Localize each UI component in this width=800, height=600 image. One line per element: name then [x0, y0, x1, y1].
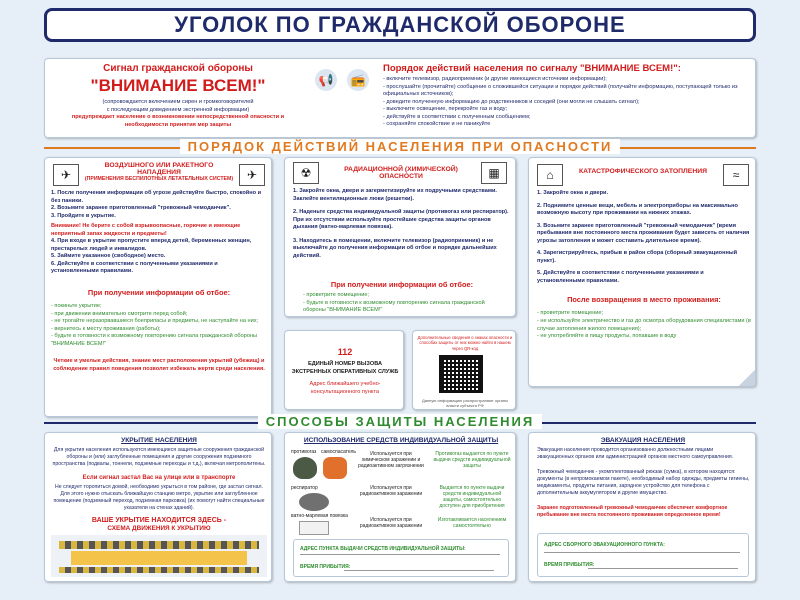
broadcast-icon: 📻 — [347, 69, 369, 91]
water-icon-box — [723, 164, 749, 186]
shelter-scheme-diagram[interactable] — [51, 535, 267, 577]
evacuation-time-label: ВРЕМЯ ПРИБЫТИЯ: — [544, 562, 595, 568]
air-step: 4. При входе в укрытие пропустите вперед детей, беременных женщин, престарелых людей и инвалидов. — [51, 238, 252, 252]
shelter-text: Для укрытия населения используются имеющиеся защитные сооружения гражданской обороны и (или) заглубленные помещения и другие сооружения подземного пространства (подвалы, тоннели, подземные переходы и т.д.), включая метрополитены. — [52, 447, 266, 468]
house-flood-icon-box — [537, 164, 563, 186]
radiation-after-heading: При получении информации об отбое: — [330, 280, 474, 289]
evacuation-address-label: АДРЕС СБОРНОГО ЭВАКУАЦИОННОГО ПУНКТА: — [544, 542, 665, 548]
gas-mask-label: противогаз — [291, 449, 317, 455]
drone-icon-box — [239, 164, 265, 186]
flood-heading: КАТАСТРОФИЧЕСКОГО ЗАТОПЛЕНИЯ — [578, 168, 708, 175]
section-header-1 — [0, 139, 800, 154]
respirator-label: респиратор — [291, 485, 318, 491]
air-after-item: - покиньте укрытие; — [51, 303, 102, 309]
air-warning: Внимание! Не берите с собой взрывоопасные, горючие и имеющие неприятный запах жидкости и предметы! — [51, 223, 241, 237]
house-flood-icon: ⌂ — [537, 164, 563, 186]
gauze-bandage-image — [299, 521, 329, 535]
signal-block — [51, 63, 305, 129]
flood-after-heading: После возвращения в место проживания: — [567, 295, 721, 305]
hotline-line-2: ЭКСТРЕННЫХ ОПЕРАТИВНЫХ СЛУЖБ — [291, 368, 399, 375]
dosimeter-icon-box — [481, 162, 507, 184]
air-after-heading: При получении информации об отбое: — [87, 288, 231, 298]
signal-name: "ВНИМАНИЕ ВСЕМ!" — [90, 76, 266, 95]
ppe-address-line — [300, 554, 500, 555]
flood-step: 3. Возьмите заранее приготовленный "тревожный чемоданчик" (время пребывания вне постоянного места проживания будет зависеть от наличия угрозы затопления и может составить длительное время). — [537, 222, 750, 244]
hotline-line-1: ЕДИНЫЙ НОМЕР ВЫЗОВА — [308, 361, 382, 367]
shelter-card — [44, 432, 272, 582]
page-title: УГОЛОК ПО ГРАЖДАНСКОЙ ОБОРОНЕ — [174, 12, 626, 37]
shelter-heading: УКРЫТИЕ НАСЕЛЕНИЯ — [121, 437, 197, 444]
ppe-time-label: ВРЕМЯ ПРИБЫТИЯ: — [300, 564, 351, 570]
ppe-use-text: Используется при химическом заражении и радиоактивном загрязнении — [358, 451, 424, 469]
air-step: 6. Действуйте в соответствии с полученными указаниями и установленными правилами. — [51, 260, 218, 275]
radiation-step: 1. Закройте окна, двери и загерметизируйте их подручными средствами. Заклейте вентиляционные люки (решетки). — [293, 188, 497, 202]
hotline-card — [284, 330, 404, 410]
air-step: 1. После получения информации об угрозе действуйте быстро, спокойно и без паники. — [51, 190, 262, 204]
evacuation-address-box[interactable] — [537, 533, 749, 577]
ppe-issue-text: Противогаз выдается по пункте выдачи средств индивидуальной защиты — [433, 451, 511, 469]
evacuation-text-3: Заранее подготовленный тревожный чемоданчик обеспечит комфортное пребывание вне места постоянного проживания определенное время! — [537, 505, 728, 519]
evacuation-text-1: Эвакуация населения проводится организованно должностными лицами эвакуационных органов или администрацией органов местного самоуправления. — [537, 447, 734, 461]
shelter-here: ВАШЕ УКРЫТИЕ НАХОДИТСЯ ЗДЕСЬ - — [91, 517, 227, 524]
air-after-item: - не трогайте неразорвавшиеся боеприпасы и предметы, не наступайте на них; — [51, 318, 259, 325]
hotline-number: 112 — [337, 347, 353, 357]
evacuation-address-line — [544, 552, 740, 553]
ppe-time-line — [344, 570, 494, 571]
flood-step: 5. Действуйте в соответствии с полученными указаниями и установленными правилами. — [537, 270, 704, 284]
drone-icon: ✈ — [239, 164, 265, 186]
air-subheading: (ПРИМЕНЕНИЯ БЕСПИЛОТНЫХ ЛЕТАТЕЛЬНЫХ СИСТЕМ) — [84, 176, 234, 182]
water-icon: ≈ — [723, 164, 749, 186]
procedure-item: - прослушайте (прочитайте) сообщение о сложившейся ситуации и порядке действий (получайте информацию, поступающей только из официальных источников); — [383, 83, 738, 98]
air-step: 3. Пройдите в укрытие. — [51, 212, 116, 219]
radiation-step: 3. Находитесь в помещении, включите телевизор (радиоприемник) и не выключайте до получения информации об отбое и порядке дальнейших действий. — [293, 237, 497, 259]
shelter-street-heading: Если сигнал застал Вас на улице или в транспорте — [82, 475, 236, 481]
ppe-heading: ИСПОЛЬЗОВАНИЕ СРЕДСТВ ИНДИВИДУАЛЬНОЙ ЗАЩИТЫ — [303, 437, 499, 444]
siren-icon: 📢 — [315, 69, 337, 91]
procedure-item: - действуйте в соответствии с полученным сообщением; — [383, 113, 531, 120]
ppe-use-text: Используется при радиоактивном заражении — [359, 485, 423, 497]
self-rescuer-label: самоспасатель — [321, 449, 357, 455]
gauze-bandage-label: ватно-марлевая повязка — [291, 513, 348, 519]
evacuation-card — [528, 432, 756, 582]
flood-after-item: - проветрите помещение; — [537, 310, 604, 317]
shelter-roof — [59, 541, 259, 549]
air-heading: ВОЗДУШНОГО ИЛИ РАКЕТНОГО НАПАДЕНИЯ — [104, 162, 214, 176]
dosimeter-icon: ▦ — [481, 162, 507, 184]
air-footer: Четкие и умелые действия, знание мест расположения укрытий (убежищ) и соблюдение правил поведения позволят избежать жертв среди населения. — [53, 358, 265, 372]
procedure-item: - выключите освещение, перекройте газ и воду; — [383, 106, 508, 113]
evacuation-time-line — [588, 568, 738, 569]
ppe-issue-text: Выдается по пункте выдачи средств индивидуальной защиты, самостоятельно доступен для приобретения — [439, 485, 505, 509]
air-step: 2. Возьмите заранее приготовленный "тревожный чемоданчик". — [51, 205, 231, 212]
evacuation-text-2: Тревожный чемоданчик - укомплектованный рюкзак (сумка), в котором находятся: документы (в непромокаемом пакете), необходимый набор одежды, предметы гигиены, медикаменты, продукты питания, зарядное устройство для телефона с дополнительным аккумулятором и другие имущество. — [537, 469, 750, 497]
shelter-room — [71, 551, 247, 565]
radiation-after-item: - проветрите помещение; — [303, 292, 370, 298]
flood-card — [528, 157, 756, 387]
page-title-banner — [44, 8, 756, 42]
radiation-heading: РАДИАЦИОННОЙ (ХИМИЧЕСКОЙ) ОПАСНОСТИ — [344, 166, 458, 180]
signal-heading: Сигнал гражданской обороны — [103, 63, 253, 74]
air-attack-card — [44, 157, 272, 417]
shelter-street-text: Не следует торопиться домой, необходимо укрыться в том районе, где застал сигнал. Для этого нужно отыскать ближайшую станцию метро, укрытие или заглубленное помещение (подземный переход, подземная парковка) (их помогут найти специальные указатели на стенах зданий). — [53, 484, 265, 512]
section-title-dangers: ПОРЯДОК ДЕЙСТВИЙ НАСЕЛЕНИЯ ПРИ ОПАСНОСТИ — [180, 139, 621, 154]
qr-code[interactable] — [439, 355, 483, 393]
air-after-item: - при движении внимательно смотрите перед собой; — [51, 310, 188, 317]
procedure-item: - доведите полученную информацию до родственников и соседей (они могли не слышать сигнал); — [383, 98, 640, 105]
signal-card — [44, 58, 756, 138]
procedure-item: - включите телевизор, радиоприемник (и другие имеющиеся источники информации); — [383, 76, 607, 82]
ppe-card — [284, 432, 516, 582]
radiation-card — [284, 157, 516, 317]
signal-desc-1: (сопровождается включением сирен и громкоговорителей — [102, 99, 254, 105]
signal-desc-2: с последующим доведением экстренной информации) — [106, 106, 250, 113]
gas-mask-image — [293, 457, 317, 479]
ppe-issue-text: Изготавливается населением самостоятельно — [437, 517, 507, 529]
procedure-item: - сохраняйте спокойствие и не паникуйте — [383, 121, 491, 128]
qr-card — [412, 330, 516, 410]
air-after-item: - вернитесь к месту проживания (работы); — [51, 325, 161, 332]
procedure-block — [383, 63, 749, 129]
section-header-2 — [0, 414, 800, 429]
radiation-step: 2. Наденьте средства индивидуальной защиты (противогаз или респиратор). При их отсутствии используйте простейшие средства защиты органов дыхания (ватно-марлевая повязка). — [293, 209, 509, 231]
ppe-address-label: АДРЕС ПУНКТА ВЫДАЧИ СРЕДСТВ ИНДИВИДУАЛЬНОЙ ЗАЩИТЫ: — [300, 546, 466, 552]
hotline-address: Адрес ближайшего учебно-консультационного пункта — [309, 381, 381, 395]
evacuation-heading: ЭВАКУАЦИЯ НАСЕЛЕНИЯ — [600, 437, 686, 444]
flood-step: 4. Зарегистрируйтесь, прибыв в район сбора (сборный эвакуационный пункт). — [537, 250, 738, 264]
procedure-heading: Порядок действий населения по сигналу "ВНИМАНИЕ ВСЕМ!": — [383, 63, 681, 74]
flood-after-item: - не используйте электричество и газ до осмотра оборудования специалистами (в случае затопления жилого помещения); — [537, 318, 751, 332]
shelter-scheme: СХЕМА ДВИЖЕНИЯ К УКРЫТИЮ — [107, 525, 211, 532]
self-rescuer-image — [323, 457, 347, 479]
shelter-floor — [59, 567, 259, 573]
qr-footer: Данную информацию распространяют органы власти субъекта РФ — [422, 398, 508, 409]
gas-mask-icon: ☢ — [293, 162, 319, 184]
respirator-image — [299, 493, 329, 511]
missile-icon: ✈ — [53, 164, 79, 186]
flood-step: 1. Закройте окна и двери. — [537, 190, 609, 196]
missile-icon-box — [53, 164, 79, 186]
ppe-address-box[interactable] — [293, 539, 509, 577]
radiation-after-item: - будьте в готовности к возможному повторению сигнала гражданской обороны "ВНИМАНИЕ ВСЕМ!" — [303, 299, 485, 314]
air-after-item: - будьте в готовности к возможному повторению сигнала гражданской обороны "ВНИМАНИЕ ВСЕМ!" — [51, 333, 258, 347]
gas-mask-icon-box — [293, 162, 319, 184]
air-step: 5. Займите указанное (свободное) место. — [51, 253, 166, 260]
flood-after-item: - не употребляйте в пищу продукты, попавшие в воду — [537, 333, 677, 340]
signal-warning: предупреждает население о возникновении непосредственной опасности и необходимости принятия мер защиты — [71, 114, 285, 128]
ppe-use-text: Используется при радиоактивном заражении — [359, 517, 423, 529]
section-title-protection: СПОСОБЫ ЗАЩИТЫ НАСЕЛЕНИЯ — [258, 414, 543, 429]
qr-text: Дополнительные сведения о знаках опасности и способах защиты от них можно найти в нашем через QR-код — [417, 335, 513, 351]
flood-step: 2. Поднимите ценные вещи, мебель и электроприборы на максимально возможную высоту при проживании на нижних этажах. — [537, 202, 738, 217]
page-curl — [739, 370, 755, 386]
